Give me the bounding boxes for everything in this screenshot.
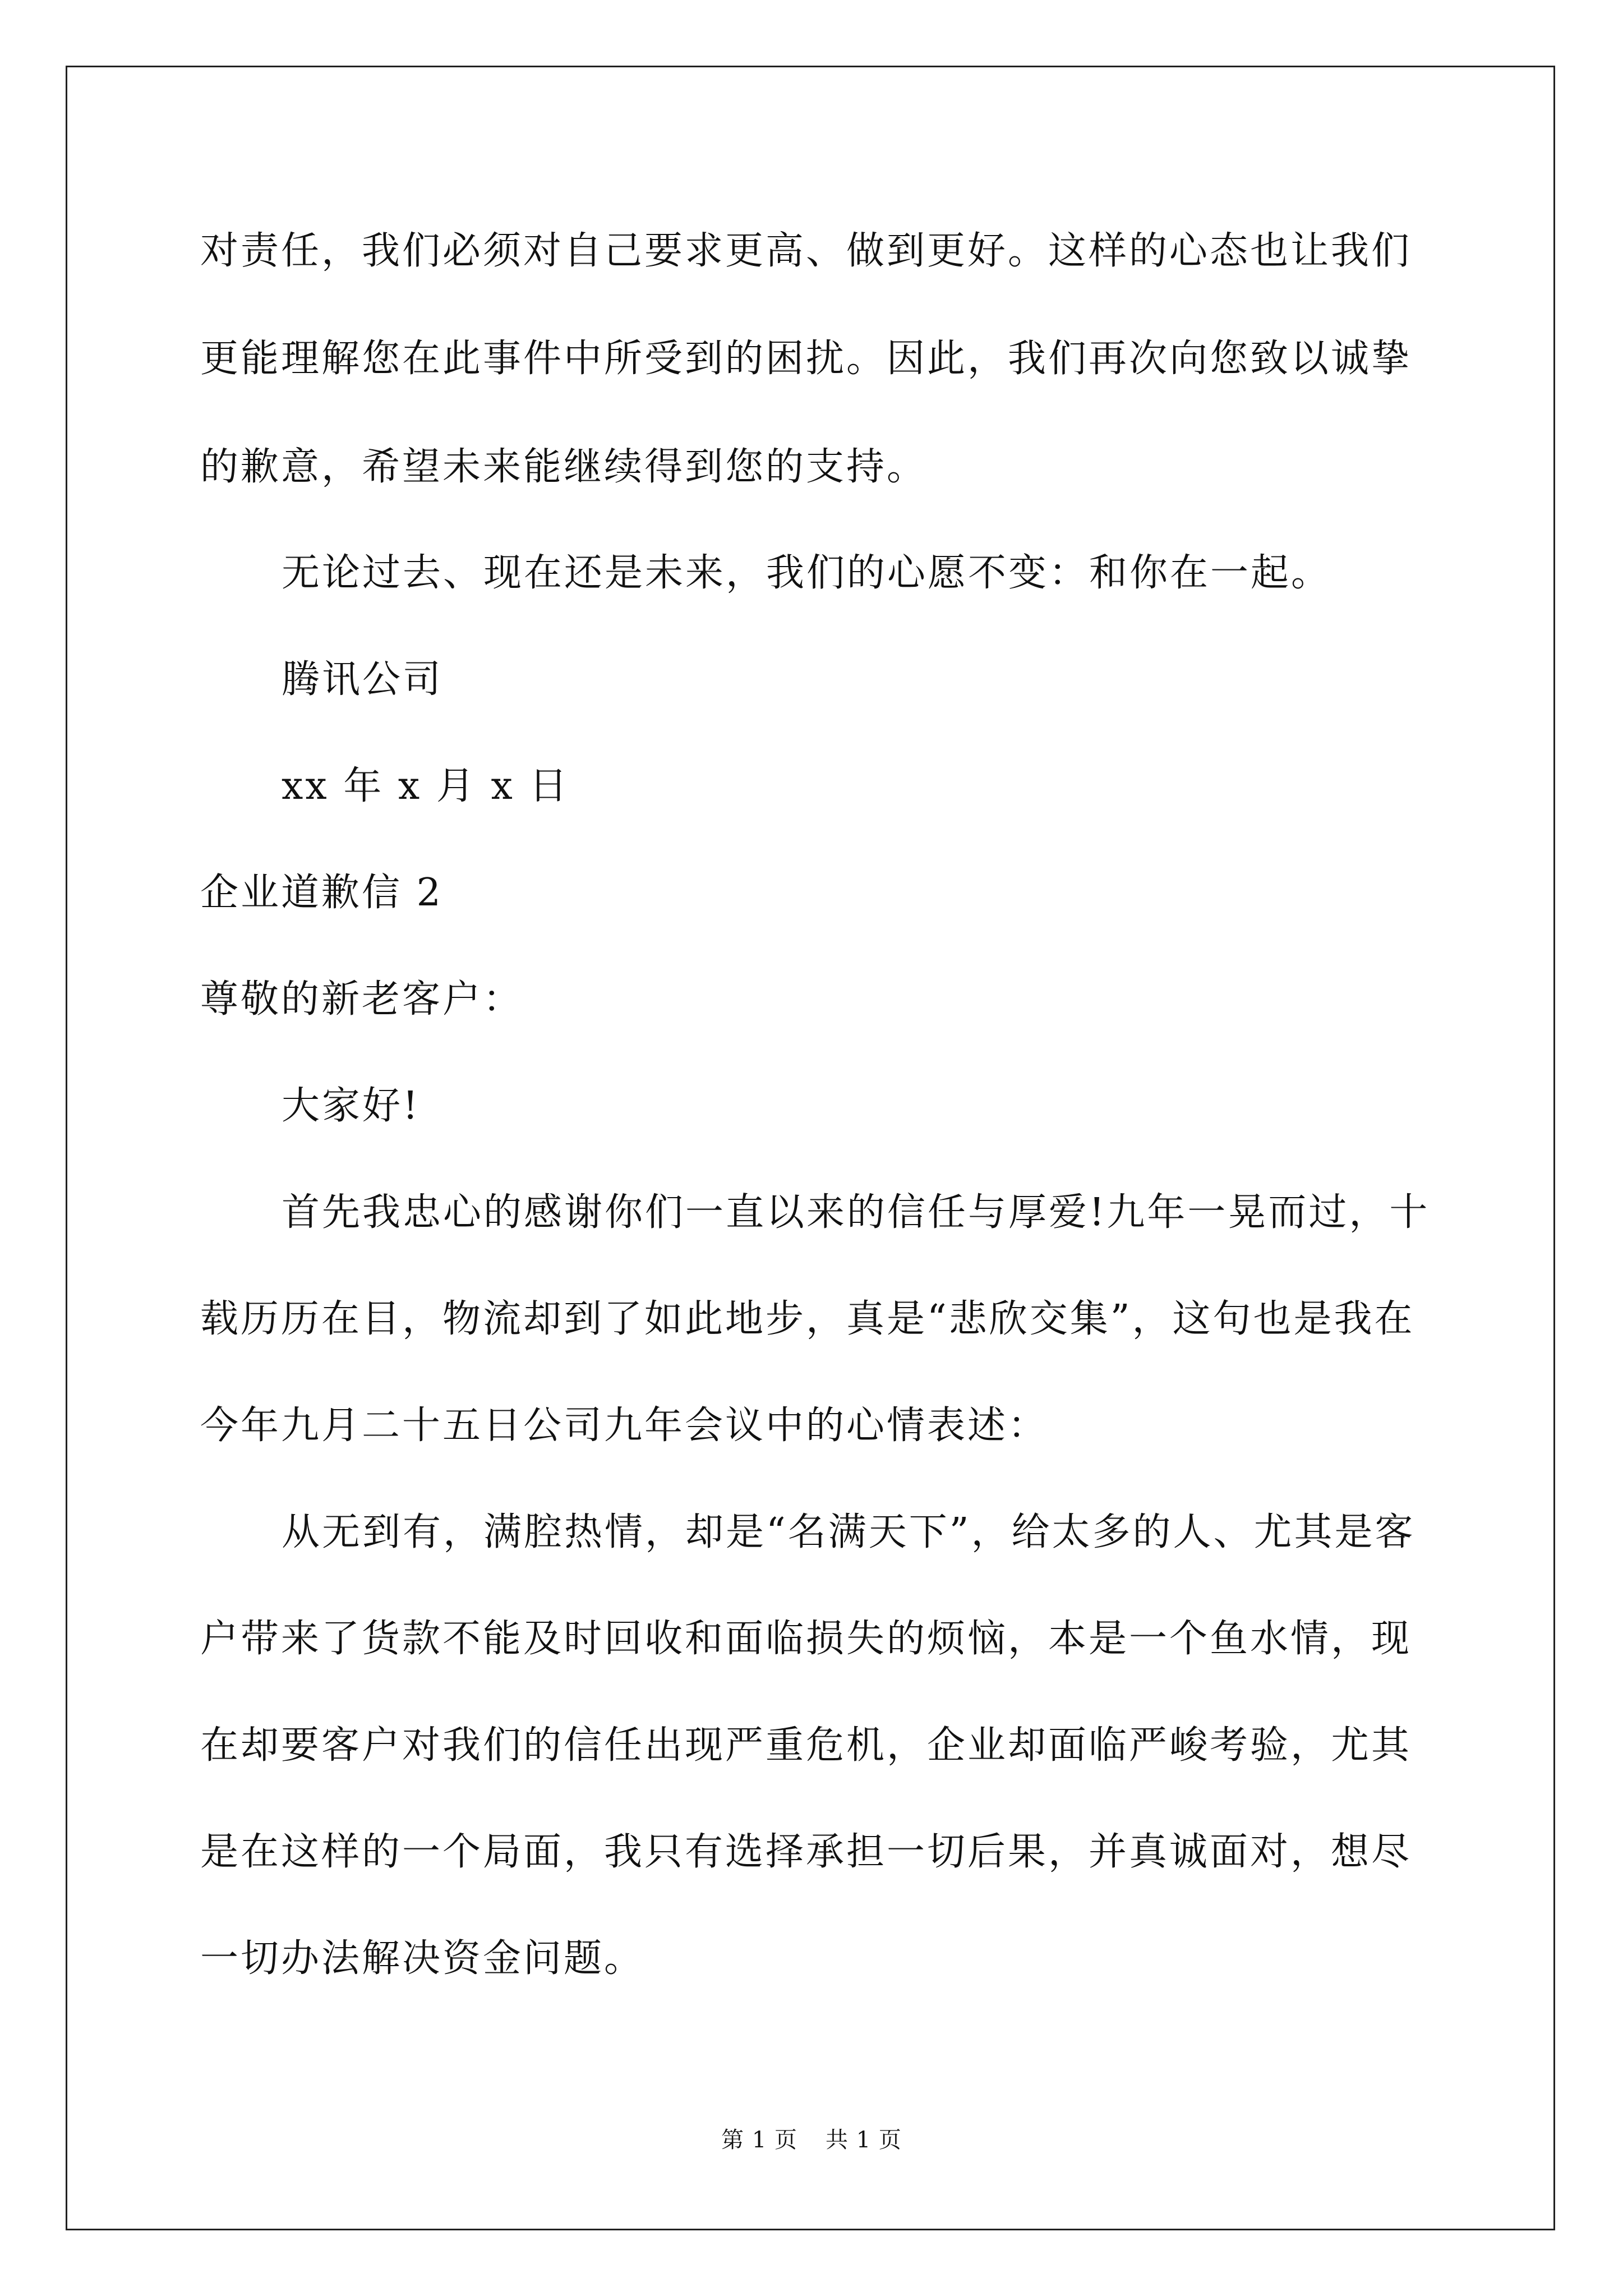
paragraph-line: 首先我忠心的感谢你们一直以来的信任与厚爱!九年一晃而过，十 — [282, 1190, 1430, 1235]
greeting: 大家好! — [282, 1084, 421, 1128]
paragraph-line: 一切办法解决资金问题。 — [200, 1936, 645, 1981]
page-border — [66, 66, 1555, 2230]
page-number-current: 第 1 页 — [721, 2127, 797, 2153]
paragraph-line: 从无到有，满腔热情，却是“名满天下”，给太多的人、尤其是客 — [282, 1510, 1415, 1554]
paragraph-line: 户带来了货款不能及时回收和面临损失的烦恼，本是一个鱼水情，现 — [200, 1617, 1412, 1661]
paragraph-line: 今年九月二十五日公司九年会议中的心情表述： — [200, 1404, 1049, 1448]
paragraph-line: 的歉意，希望未来能继续得到您的支持。 — [200, 445, 928, 489]
signature-company: 腾讯公司 — [282, 657, 444, 702]
paragraph-line: 无论过去、现在还是未来，我们的心愿不变：和你在一起。 — [282, 551, 1332, 595]
letter-title: 企业道歉信 2 — [200, 871, 443, 915]
signature-date: xx 年 x 月 x 日 — [282, 764, 570, 808]
paragraph-line: 在却要客户对我们的信任出现严重危机，企业却面临严峻考验，尤其 — [200, 1723, 1412, 1768]
paragraph-line: 更能理解您在此事件中所受到的困扰。因此，我们再次向您致以诚挚 — [200, 337, 1412, 381]
paragraph-line: 是在这样的一个局面，我只有选择承担一切后果，并真诚面对，想尽 — [200, 1830, 1412, 1874]
salutation: 尊敬的新老客户： — [200, 977, 524, 1022]
paragraph-line: 载历历在目，物流却到了如此地步，真是“悲欣交集”，这句也是我在 — [200, 1297, 1415, 1341]
page-number-total: 共 1 页 — [826, 2127, 902, 2153]
paragraph-line: 对责任，我们必须对自己要求更高、做到更好。这样的心态也让我们 — [200, 229, 1412, 273]
page-footer — [0, 2126, 1623, 2154]
